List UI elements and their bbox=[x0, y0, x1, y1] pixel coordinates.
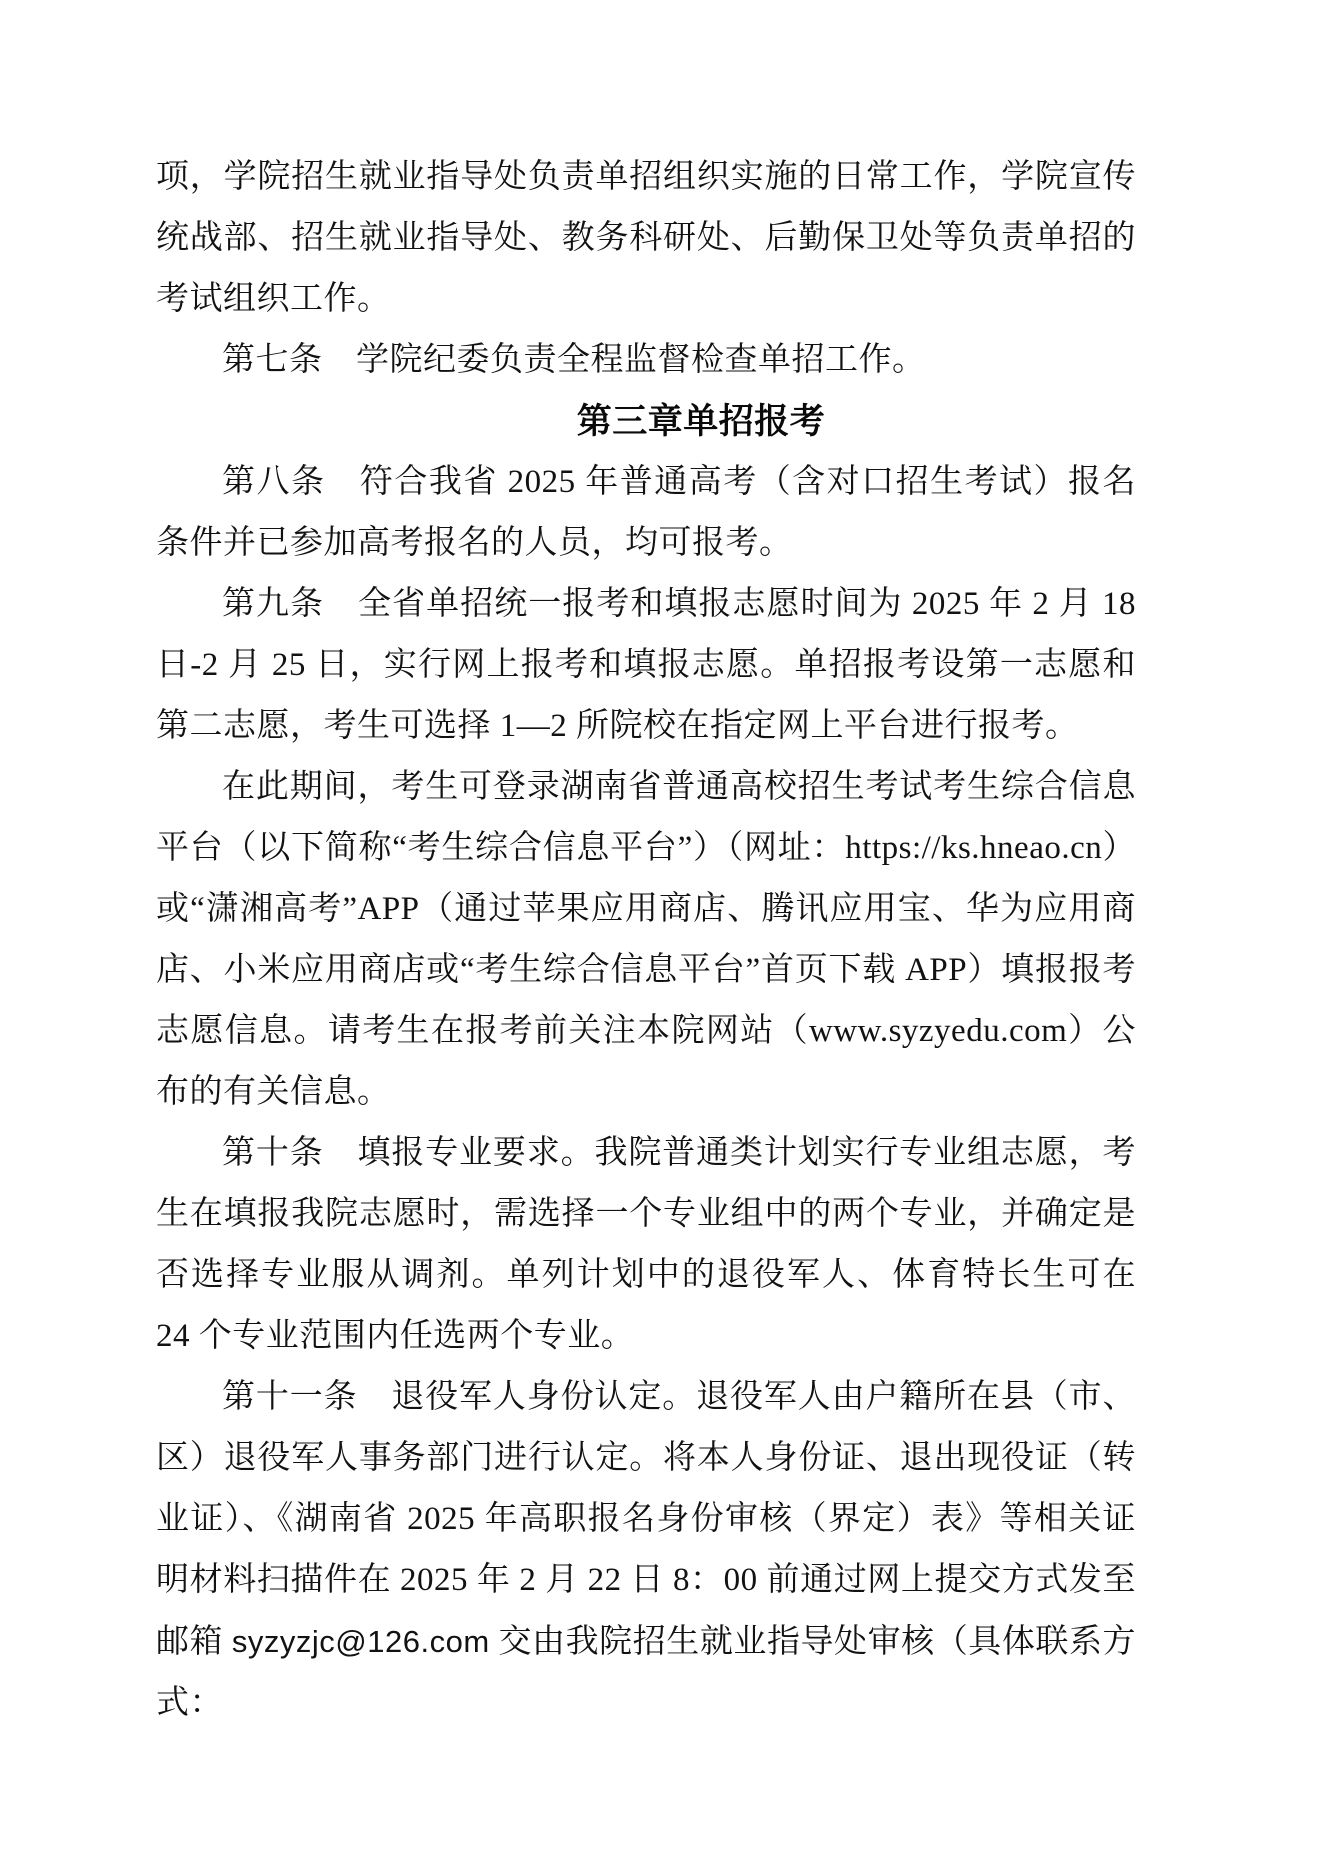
paragraph-duties-continuation: 项，学院招生就业指导处负责单招组织实施的日常工作，学院宣传统战部、招生就业指导处、教务科研处、后勤保卫处等负责单招的考试组织工作。 bbox=[156, 159, 1136, 317]
platform-url: https://ks.hneao.cn bbox=[845, 830, 1103, 866]
paragraph-article-10: 第十条 填报专业要求。我院普通类计划实行专业组志愿，考生在填报我院志愿时，需选择一个专业组中的两个专业，并确定是否选择专业服从调剂。单列计划中的退役军人、体育特长生可在 24 个专业范围内任选两个专业。 bbox=[156, 1135, 1136, 1354]
platform-text-after: ）公布的有关信息。 bbox=[156, 1013, 1137, 1110]
article-11-text-before-email: 第十一条 退役军人身份认定。退役军人由户籍所在县（市、区）退役军人事务部门进行认定。将本人身份证、退出现役证（转业证）、《湖南省 2025 年高职报名身份审核（界定）表》等相关证明材料扫描件在 2025 年 2 月 22 日 8：00 前通过网上提交方式发至邮箱 bbox=[156, 1379, 1136, 1660]
paragraph-article-8: 第八条 符合我省 2025 年普通高考（含对口招生考试）报名条件并已参加高考报名的人员，均可报考。 bbox=[156, 464, 1136, 561]
platform-text-before-url: 在此期间，考生可登录湖南省普通高校招生考试考生综合信息平台（以下简称“考生综合信息平台”）（网址： bbox=[156, 769, 1136, 866]
article-11-text-after-email: 交由我院招生就业指导处审核（具体联系方式： bbox=[156, 1624, 1137, 1721]
paragraph-article-11 bbox=[156, 1367, 1136, 1734]
paragraph-article-9: 第九条 全省单招统一报考和填报志愿时间为 2025 年 2 月 18 日-2 月 25 日，实行网上报考和填报志愿。单招报考设第一志愿和第二志愿，考生可选择 1—2 所院校在指定网上平台进行报考。 bbox=[156, 586, 1136, 744]
college-website-url: www.syzyedu.com bbox=[808, 1013, 1068, 1049]
paragraph-registration-platform bbox=[156, 757, 1136, 1123]
platform-text-between: ）或“潇湘高考”APP（通过苹果应用商店、腾讯应用宝、华为应用商店、小米应用商店或“考生综合信息平台”首页下载 APP）填报报考志愿信息。请考生在报考前关注本院网站（ bbox=[156, 830, 1136, 1049]
chapter-3-heading: 第三章单招报考 bbox=[576, 402, 826, 441]
document-body bbox=[156, 147, 1136, 1734]
email-address: syzyzjc@126.com bbox=[231, 1624, 490, 1659]
paragraph-article-7: 第七条 学院纪委负责全程监督检查单招工作。 bbox=[222, 342, 926, 378]
